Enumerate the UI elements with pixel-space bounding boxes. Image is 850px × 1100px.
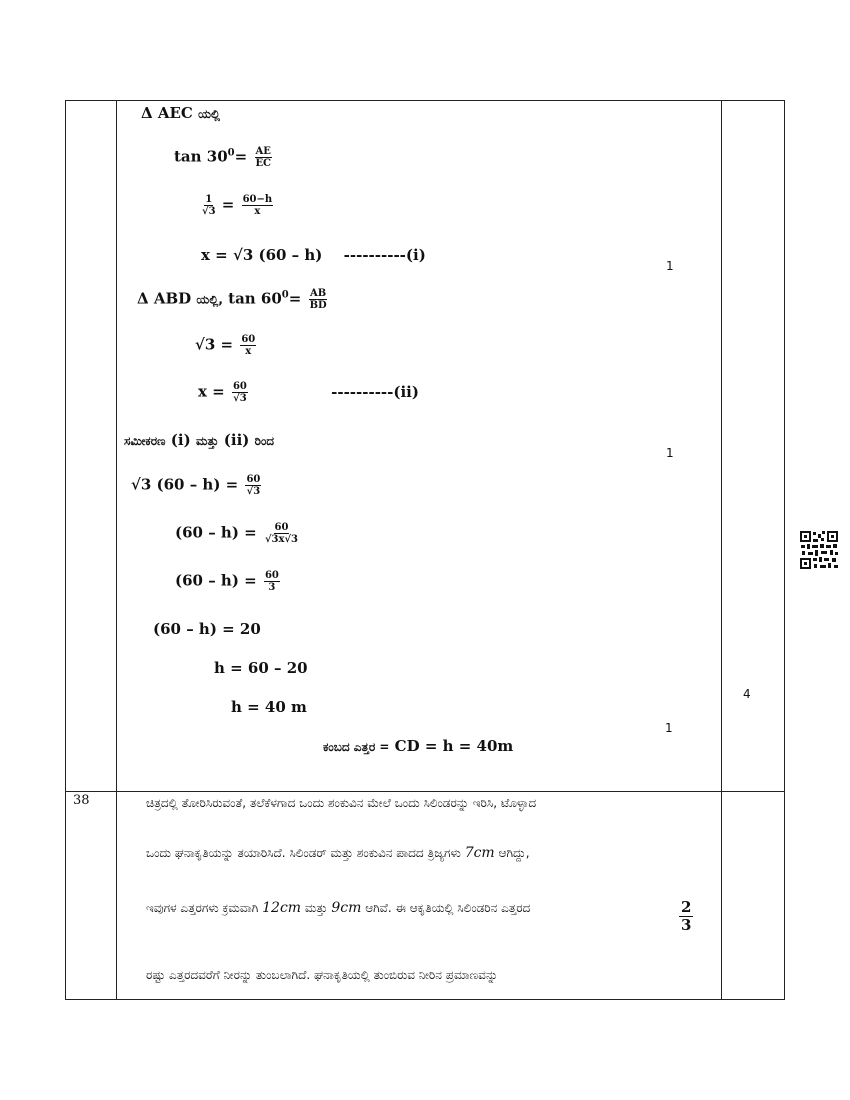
question-line-1: ಚಿತ್ರದಲ್ಲಿ ತೋರಿಸಿರುವಂತೆ, ತಲೆಕೆಳಗಾದ ಒಂದು ಶಂಕುವಿನ ಮೇಲೆ ಒಂದು ಸಿಲಿಂಡರನ್ನು ಇರಿಸಿ, ಟೊಳ್ಳಾದ — [146, 796, 537, 810]
solution-line-9 — [131, 474, 261, 497]
solution-line-2 — [174, 146, 272, 169]
denominator: BD — [309, 300, 327, 311]
equals: = — [221, 195, 235, 214]
kannada-text: ರಿಂದ — [254, 434, 275, 448]
numerator: 60−h — [242, 194, 273, 205]
solution-line-10 — [175, 522, 299, 545]
total-marks: 4 — [743, 687, 751, 701]
equation: √3 = — [195, 335, 234, 354]
table-bottom-border — [65, 999, 785, 1000]
equation-tag: ----------(ii) — [331, 382, 419, 401]
numerator: 2 — [681, 898, 692, 916]
equation: (60 – h) = — [175, 523, 257, 542]
solution-line-8 — [124, 431, 274, 449]
denominator: √3x√3 — [264, 534, 298, 545]
kannada-text: ಮತ್ತು — [195, 434, 219, 448]
numerator: 1 — [205, 194, 213, 205]
solution-line-14 — [231, 698, 307, 716]
denominator: √3 — [246, 486, 261, 497]
question-line-2 — [146, 845, 530, 861]
tan-text: tan 30 — [174, 147, 228, 166]
height-value: 9cm — [331, 900, 362, 916]
equation-ref: (ii) — [223, 431, 250, 449]
solution-line-1 — [141, 104, 220, 122]
table-right-border — [784, 100, 785, 1000]
question-text: ಮತ್ತು — [304, 901, 328, 915]
mark-3: 1 — [665, 721, 673, 735]
question-line-4: ರಷ್ಟು ಎತ್ತರದವರೆಗೆ ನೀರನ್ನು ತುಂಬಲಾಗಿದೆ. ಘನಾಕೃತಿಯಲ್ಲಿ ತುಂಬಿರುವ ನೀರಿನ ಪ್ರಮಾಣವನ್ನು — [146, 968, 498, 982]
kannada-text: ಯಲ್ಲಿ — [198, 107, 221, 121]
solution-line-4 — [201, 246, 426, 264]
equation: h = 40 m — [231, 698, 307, 716]
solution-line-5 — [137, 288, 328, 311]
numerator: 60 — [264, 570, 279, 581]
equation: √3 (60 – h) = — [131, 475, 239, 494]
equation-tag: ----------(i) — [343, 246, 426, 264]
question-text: ಇವುಗಳ ಎತ್ತರಗಳು ಕ್ರಮವಾಗಿ — [146, 901, 259, 915]
equals: = — [288, 289, 302, 308]
degree-sup: 0 — [227, 147, 235, 159]
fraction — [245, 474, 261, 497]
denominator: x — [245, 346, 252, 357]
triangle-label: Δ ABD — [137, 289, 197, 308]
table-top-border — [65, 100, 785, 101]
denominator: √3 — [233, 393, 247, 404]
numerator: 60 — [274, 522, 289, 533]
radius-value: 7cm — [464, 845, 495, 861]
solution-line-7 — [198, 381, 419, 404]
kannada-text: ಯಲ್ಲಿ, — [196, 292, 223, 307]
column-divider-2 — [721, 100, 722, 1000]
question-text: ಆಗಿವೆ. ಈ ಆಕೃತಿಯಲ್ಲಿ ಸಿಲಿಂಡರಿನ ಎತ್ತರದ — [365, 901, 531, 915]
fraction — [254, 146, 272, 169]
solution-line-12 — [153, 620, 261, 638]
equation-ref: (i) — [170, 431, 191, 449]
denominator: 3 — [681, 916, 692, 934]
fraction — [232, 381, 248, 404]
denominator: √3 — [202, 206, 216, 217]
fraction — [309, 288, 328, 311]
question-line-3 — [146, 900, 530, 916]
table-row-divider — [65, 791, 785, 792]
mark-1: 1 — [666, 259, 674, 273]
fraction — [240, 334, 256, 357]
equation: h = 60 – 20 — [214, 659, 308, 677]
equation: (60 – h) = — [175, 571, 257, 590]
triangle-label: Δ AEC — [141, 104, 199, 122]
mark-2: 1 — [666, 446, 674, 460]
equation: (60 – h) = 20 — [153, 620, 261, 638]
denominator: x — [254, 206, 261, 217]
question-number: 38 — [73, 793, 90, 808]
kannada-text: ಕಂಬದ ಎತ್ತರ = — [323, 740, 390, 754]
question-text: ಒಂದು ಘನಾಕೃತಿಯನ್ನು ತಯಾರಿಸಿದೆ. ಸಿಲಿಂಡರ್ ಮತ್ತು ಶಂಕುವಿನ ಪಾದದ ತ್ರಿಜ್ಯಗಳು — [146, 846, 461, 860]
equation: x = — [198, 382, 225, 401]
equation: CD = h = 40m — [394, 737, 514, 755]
fraction — [242, 194, 274, 217]
numerator: AE — [255, 146, 271, 157]
equals: = — [234, 147, 248, 166]
table-left-border — [65, 100, 66, 1000]
numerator: 60 — [246, 474, 261, 485]
numerator: 60 — [241, 334, 256, 345]
tan-text: tan 60 — [228, 289, 282, 308]
denominator: EC — [255, 158, 272, 169]
solution-line-15 — [323, 737, 513, 755]
degree-sup: 0 — [281, 289, 289, 301]
column-divider-1 — [116, 100, 117, 1000]
qr-code-icon — [799, 530, 839, 570]
fraction — [201, 194, 217, 217]
numerator: AB — [310, 288, 327, 299]
kannada-text: ಸಮೀಕರಣ — [124, 434, 166, 448]
solution-line-11 — [175, 570, 280, 593]
solution-line-13 — [214, 659, 308, 677]
fraction — [264, 522, 299, 545]
fraction-two-thirds — [679, 899, 693, 934]
equation: x = √3 (60 – h) — [201, 246, 323, 264]
height-value: 12cm — [262, 900, 302, 916]
question-text: ಆಗಿದ್ದು, — [498, 846, 530, 860]
solution-line-6 — [195, 334, 256, 357]
fraction — [264, 570, 280, 593]
numerator: 60 — [232, 381, 247, 392]
solution-line-3 — [199, 194, 273, 217]
denominator: 3 — [268, 582, 276, 593]
